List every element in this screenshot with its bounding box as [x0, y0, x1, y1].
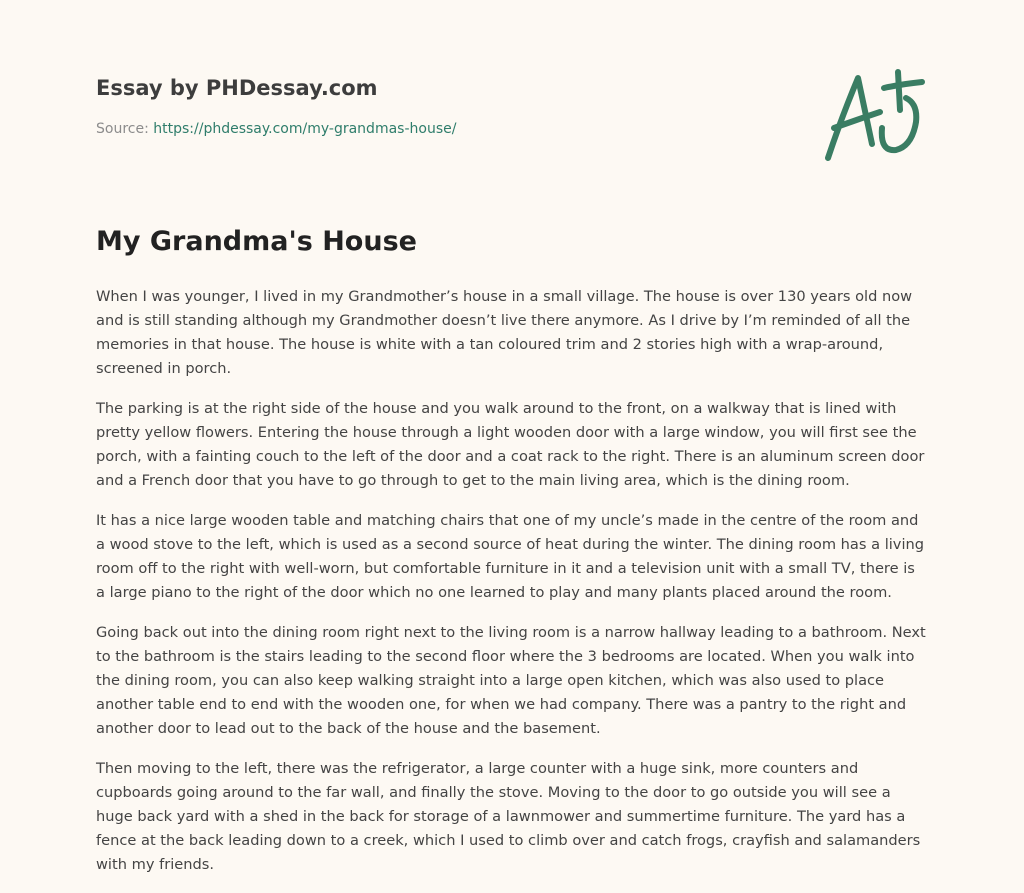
header	[96, 76, 456, 137]
site-title: Essay by PHDessay.com	[96, 76, 378, 100]
paragraph: When I was younger, I lived in my Grandmother’s house in a small village. The house is over 130 years old now and is still standing although my Grandmother doesn’t live there anymore. As I drive by I’m reminded of all the memories in that house. The house is white with a tan coloured trim and 2 stories high with a wrap-around, screened in porch.	[96, 288, 913, 377]
source-line	[96, 121, 456, 137]
paragraph: Going back out into the dining room right next to the living room is a narrow hallway leading to a bathroom. Next to the bathroom is the stairs leading to the second floor where the 3 bedrooms are located. When you walk into the dining room, you can also keep walking straight into a large open kitchen, which was also used to place another table end to end with the wooden one, for when we had company. There was a pantry to the right and another door to lead out to the back of the house and the basement.	[96, 624, 926, 737]
essay-body	[96, 285, 928, 893]
essay-title: My Grandma's House	[96, 226, 417, 257]
source-label: Source:	[96, 121, 149, 137]
paragraph: It has a nice large wooden table and matching chairs that one of my uncle’s made in the centre of the room and a wood stove to the left, which is used as a second source of heat during the winter. The dining room has a living room off to the right with well-worn, but comfortable furniture in it and a television unit with a small TV, there is a large piano to the right of the door which no one learned to play and many plants placed around the room.	[96, 512, 925, 601]
source-link[interactable]: https://phdessay.com/my-grandmas-house/	[153, 121, 457, 137]
a-plus-logo-icon	[820, 66, 930, 166]
paragraph: Then moving to the left, there was the refrigerator, a large counter with a huge sink, more counters and cupboards going around to the far wall, and finally the stove. Moving to the door to go outside you will see a huge back yard with a shed in the back for storage of a lawnmower and summertime furniture. The yard has a fence at the back leading down to a creek, which I used to climb over and catch frogs, crayfish and salamanders with my friends.	[96, 760, 921, 873]
paragraph: The parking is at the right side of the house and you walk around to the front, on a walkway that is lined with pretty yellow flowers. Entering the house through a light wooden door with a large window, you will first see the porch, with a fainting couch to the left of the door and a coat rack to the right. There is an aluminum screen door and a French door that you have to go through to get to the main living area, which is the dining room.	[96, 400, 925, 489]
